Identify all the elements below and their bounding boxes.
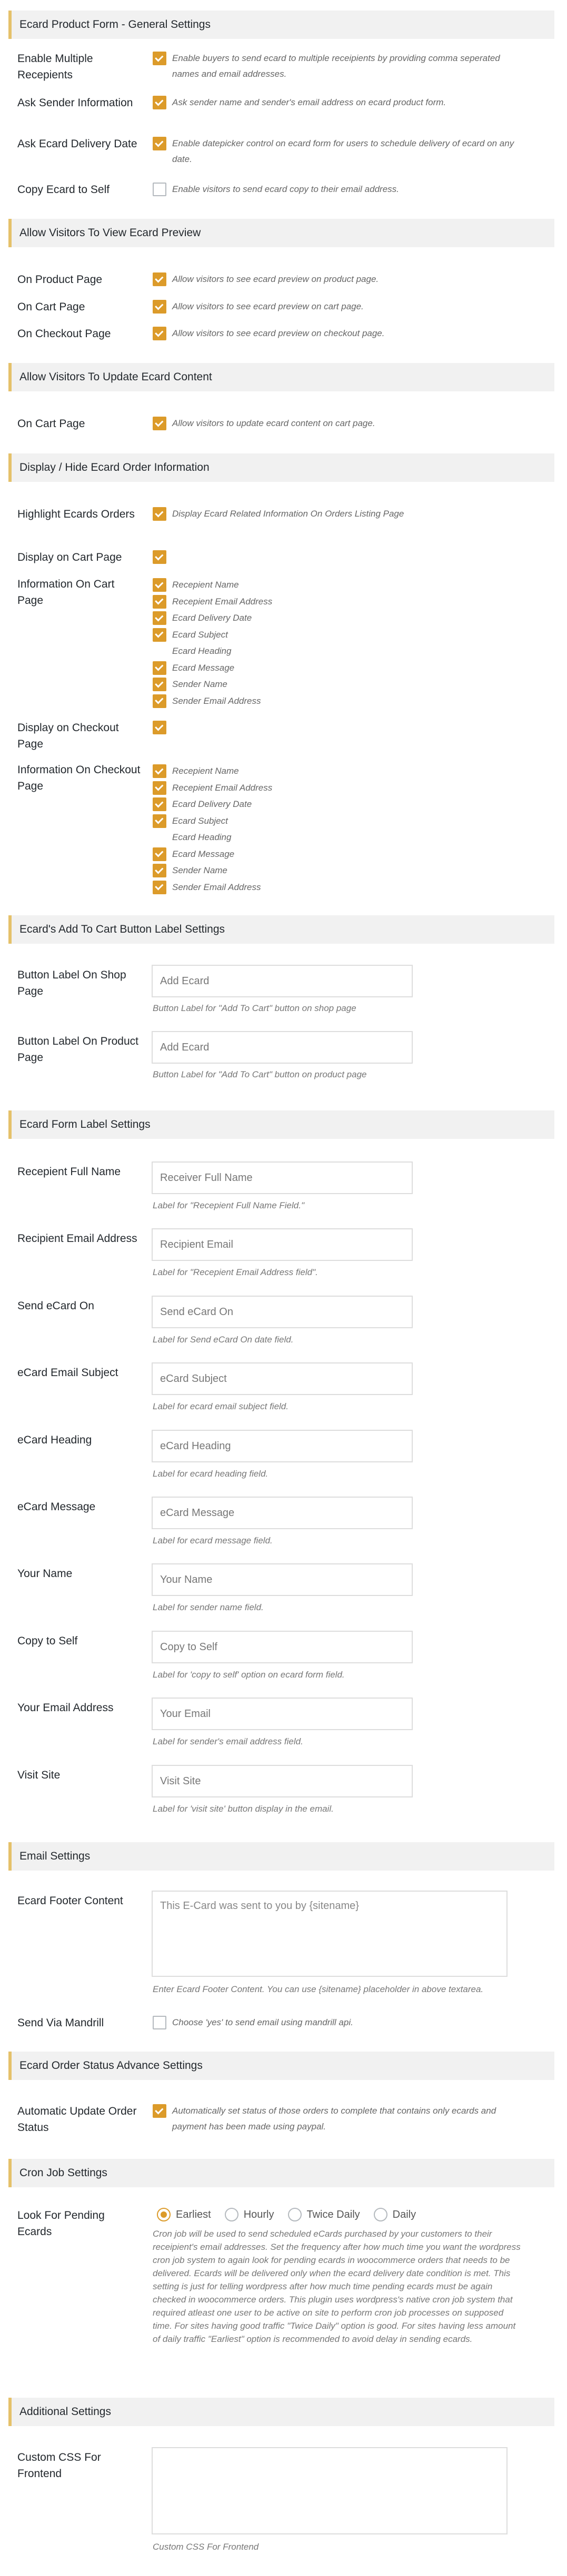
desc-preview-cart: Allow visitors to see ecard preview on cart page. — [172, 301, 364, 311]
checkbox-mandrill[interactable] — [153, 2016, 166, 2029]
cron-option-label: Hourly — [243, 2208, 274, 2220]
form-label-help: Label for ecard heading field. — [153, 1468, 268, 1479]
form-label-title: Recepient Full Name — [17, 1166, 121, 1178]
cart-info-field-label: Sender Email Address — [172, 695, 261, 706]
label-pending-ecards: Look For Pending Ecards — [17, 2209, 105, 2238]
section-header-update: Allow Visitors To Update Ecard Content — [8, 363, 554, 391]
form-label-title: eCard Message — [17, 1501, 96, 1513]
cart-info-field-label: Recepient Name — [172, 580, 239, 590]
form-label-title: eCard Heading — [17, 1433, 92, 1446]
form-label-input[interactable]: Visit Site — [152, 1765, 413, 1797]
cron-option[interactable] — [225, 2208, 274, 2221]
label-info-checkout: Information On Checkout Page — [17, 764, 141, 792]
radio-button[interactable] — [157, 2208, 171, 2221]
cart-info-field-checkbox[interactable] — [153, 661, 166, 675]
form-label-input[interactable]: Receiver Full Name — [152, 1161, 413, 1194]
checkbox-ask-sender[interactable] — [153, 96, 166, 109]
label-copy-self: Copy Ecard to Self — [17, 184, 110, 196]
section-header-preview: Allow Visitors To View Ecard Preview — [8, 219, 554, 247]
checkout-info-field-checkbox[interactable] — [153, 764, 166, 778]
label-delivery-date: Ask Ecard Delivery Date — [17, 138, 137, 150]
checkout-info-field-row — [153, 763, 239, 780]
label-button-product: Button Label On Product Page — [17, 1035, 138, 1064]
cart-info-field-row — [153, 676, 227, 693]
radio-button[interactable] — [374, 2208, 387, 2221]
cron-option-label: Twice Daily — [306, 2208, 360, 2220]
help-button-shop: Button Label for "Add To Cart" button on shop page — [153, 1003, 356, 1013]
desc-ask-sender: Ask sender name and sender's email address on ecard product form. — [172, 97, 446, 107]
cart-info-field-row — [153, 610, 252, 627]
checkout-info-field-row — [153, 879, 261, 896]
cart-info-field-row — [153, 643, 231, 660]
form-label-help: Label for sender name field. — [153, 1602, 264, 1613]
section-header-form-labels: Ecard Form Label Settings — [8, 1110, 554, 1139]
checkout-info-field-checkbox[interactable] — [153, 814, 166, 828]
desc-copy-self: Enable visitors to send ecard copy to their email address. — [172, 184, 399, 194]
textarea-footer-content[interactable]: This E-Card was sent to you by {sitename} — [152, 1891, 508, 1977]
checkout-info-field-checkbox[interactable] — [153, 881, 166, 894]
section-header-order-status: Ecard Order Status Advance Settings — [8, 2052, 554, 2080]
label-preview-cart: On Cart Page — [17, 301, 85, 313]
checkout-info-field-row — [153, 829, 231, 846]
cart-info-field-checkbox[interactable] — [153, 611, 166, 625]
form-label-help: Label for ecard email subject field. — [153, 1401, 289, 1412]
label-auto-status: Automatic Update Order Status — [17, 2105, 137, 2134]
section-header-cron: Cron Job Settings — [8, 2159, 554, 2187]
label-preview-checkout: On Checkout Page — [17, 328, 111, 340]
form-label-input[interactable]: eCard Subject — [152, 1362, 413, 1395]
label-preview-product: On Product Page — [17, 274, 103, 286]
cart-info-field-row — [153, 693, 261, 710]
checkout-info-field-label: Sender Email Address — [172, 882, 261, 892]
help-custom-css: Custom CSS For Frontend — [153, 2542, 259, 2552]
checkbox-delivery-date[interactable] — [153, 137, 166, 150]
form-label-help: Label for sender's email address field. — [153, 1736, 303, 1747]
section-header-general: Ecard Product Form - General Settings — [8, 11, 554, 39]
input-button-shop[interactable]: Add Ecard — [152, 965, 413, 997]
label-update-cart: On Cart Page — [17, 418, 85, 430]
cart-info-field-checkbox[interactable] — [153, 694, 166, 708]
checkout-info-field-row — [153, 780, 272, 796]
cart-info-field-checkbox[interactable] — [153, 578, 166, 592]
form-label-help: Label for ecard message field. — [153, 1536, 273, 1545]
cart-info-field-checkbox[interactable] — [153, 595, 166, 609]
checkout-info-field-label: Ecard Subject — [172, 815, 228, 826]
form-label-input[interactable]: Recipient Email — [152, 1228, 413, 1261]
cart-info-field-row — [153, 660, 234, 676]
input-button-product[interactable]: Add Ecard — [152, 1031, 413, 1064]
checkout-info-field-row — [153, 813, 228, 830]
cart-info-field-label: Ecard Delivery Date — [172, 613, 252, 623]
section-header-button-label: Ecard's Add To Cart Button Label Settings — [8, 915, 554, 944]
checkbox-copy-self[interactable] — [153, 183, 166, 196]
checkout-info-field-row — [153, 846, 234, 863]
form-label-title: Copy to Self — [17, 1634, 78, 1647]
form-label-title: eCard Email Subject — [17, 1367, 118, 1379]
form-label-title: Visit Site — [17, 1769, 61, 1781]
checkout-info-field-checkbox[interactable] — [153, 864, 166, 877]
form-label-help: Label for 'visit site' button display in the email. — [153, 1803, 334, 1814]
cart-info-field-checkbox[interactable] — [153, 628, 166, 642]
cron-option[interactable] — [288, 2208, 360, 2221]
desc-multiple-recipients: Enable buyers to send ecard to multiple receipients by providing comma seperated names and email addresses. — [172, 53, 500, 79]
cron-description: Cron job will be used to send scheduled eCards purchased by your customers to their receipient's email addresses. Set the frequency after how much time you want the wordpress cron job system to again look for pending ecards in woocommerce orders that needs to be delivered. Ecards will be delivered only when the ecard delivery date condition is met. This setting is just for telling wordpress after how much time pending ecards must be again checked in woocommerce orders. This plugin uses wordpress's native cron job system that required atleast one user to be active on site to perform cron job processes on supposed time. For sites having good traffic "Twice Daily" option is good. For sites having less amount of daily traffic "Earliest" option is recommended to avoid delay in sending ecards. — [153, 2229, 521, 2344]
label-footer-content: Ecard Footer Content — [17, 1895, 123, 1907]
cron-option-label: Daily — [392, 2208, 416, 2220]
label-display-cart: Display on Cart Page — [17, 551, 122, 563]
cart-info-field-row — [153, 577, 239, 593]
checkout-info-field-row — [153, 796, 252, 813]
label-mandrill: Send Via Mandrill — [17, 2017, 104, 2029]
form-label-input[interactable]: Send eCard On — [152, 1296, 413, 1328]
checkout-info-field-label: Ecard Message — [172, 848, 235, 859]
cron-option[interactable] — [157, 2208, 211, 2221]
section-header-order-info: Display / Hide Ecard Order Information — [8, 453, 554, 482]
section-header-additional: Additional Settings — [8, 2398, 554, 2426]
form-label-input[interactable]: eCard Heading — [152, 1430, 413, 1462]
cart-info-field-label: Ecard Heading — [172, 646, 232, 656]
cart-info-field-label: Sender Name — [172, 679, 227, 689]
desc-update-cart: Allow visitors to update ecard content on cart page. — [172, 418, 375, 428]
form-label-help: Label for 'copy to self' option on ecard form field. — [153, 1669, 345, 1680]
form-label-help: Label for "Recepient Full Name Field." — [153, 1200, 304, 1210]
label-custom-css: Custom CSS For Frontend — [17, 2451, 101, 2480]
cart-info-field-checkbox[interactable] — [153, 678, 166, 691]
desc-highlight-orders: Display Ecard Related Information On Orders Listing Page — [172, 509, 404, 519]
checkbox-display-checkout[interactable] — [153, 721, 166, 734]
help-button-product: Button Label for "Add To Cart" button on product page — [153, 1069, 367, 1079]
desc-auto-status: Automatically set status of those orders to complete that contains only ecards and payment has been made using paypal. — [172, 2106, 496, 2131]
label-button-shop: Button Label On Shop Page — [17, 969, 126, 997]
form-label-input[interactable]: eCard Message — [152, 1497, 413, 1529]
checkbox-preview-product[interactable] — [153, 272, 166, 286]
checkbox-preview-cart[interactable] — [153, 300, 166, 314]
checkout-info-field-row — [153, 862, 227, 879]
form-label-title: Recipient Email Address — [17, 1233, 137, 1245]
checkout-info-field-checkbox[interactable] — [153, 847, 166, 861]
desc-delivery-date: Enable datepicker control on ecard form for users to schedule delivery of ecard on any date. — [172, 138, 514, 164]
checkout-info-field-label: Sender Name — [172, 865, 227, 875]
label-info-cart: Information On Cart Page — [17, 578, 115, 607]
label-highlight-orders: Highlight Ecards Orders — [17, 508, 135, 520]
checkbox-display-cart[interactable] — [153, 550, 166, 564]
section-header-email: Email Settings — [8, 1842, 554, 1871]
help-footer-content: Enter Ecard Footer Content. You can use {sitename} placeholder in above textarea. — [153, 1984, 484, 1994]
form-label-title: Send eCard On — [17, 1299, 94, 1312]
form-label-input[interactable]: Your Email — [152, 1698, 413, 1730]
desc-preview-checkout: Allow visitors to see ecard preview on checkout page. — [172, 328, 385, 338]
form-label-help: Label for Send eCard On date field. — [153, 1334, 294, 1345]
textarea-custom-css[interactable] — [152, 2447, 508, 2534]
radio-button[interactable] — [288, 2208, 302, 2221]
desc-preview-product: Allow visitors to see ecard preview on product page. — [172, 274, 379, 284]
checkout-info-field-label: Ecard Delivery Date — [172, 799, 252, 809]
form-label-title: Your Email Address — [17, 1702, 114, 1714]
checkout-info-field-label: Ecard Heading — [172, 832, 232, 842]
checkout-info-field-checkbox[interactable] — [153, 797, 166, 811]
form-label-input[interactable]: Copy to Self — [152, 1631, 413, 1663]
label-display-checkout: Display on Checkout Page — [17, 722, 119, 750]
checkout-info-field-label: Recepient Email Address — [172, 782, 273, 793]
form-label-help: Label for "Recepient Email Address field". — [153, 1267, 318, 1278]
label-multiple-recipients: Enable Multiple Recepients — [17, 53, 93, 81]
form-label-title: Your Name — [17, 1568, 73, 1580]
cart-info-field-label: Recepient Email Address — [172, 596, 273, 607]
cart-info-field-label: Ecard Subject — [172, 629, 228, 640]
cart-info-field-row — [153, 627, 228, 643]
checkbox-auto-status[interactable] — [153, 2104, 166, 2118]
radio-button[interactable] — [225, 2208, 238, 2221]
checkout-info-field-checkbox[interactable] — [153, 781, 166, 795]
cron-option[interactable] — [374, 2208, 416, 2221]
cron-frequency-radio-group — [157, 2208, 430, 2221]
checkbox-preview-checkout[interactable] — [153, 327, 166, 340]
label-ask-sender: Ask Sender Information — [17, 97, 133, 109]
form-label-input[interactable]: Your Name — [152, 1563, 413, 1596]
desc-mandrill: Choose 'yes' to send email using mandrill api. — [172, 2017, 353, 2027]
cart-info-field-row — [153, 593, 272, 610]
cart-info-field-label: Ecard Message — [172, 662, 235, 673]
checkbox-update-cart[interactable] — [153, 417, 166, 430]
checkout-info-field-label: Recepient Name — [172, 766, 239, 776]
checkbox-multiple-recipients[interactable] — [153, 52, 166, 65]
checkbox-highlight-orders[interactable] — [153, 507, 166, 521]
cron-option-label: Earliest — [176, 2208, 211, 2220]
